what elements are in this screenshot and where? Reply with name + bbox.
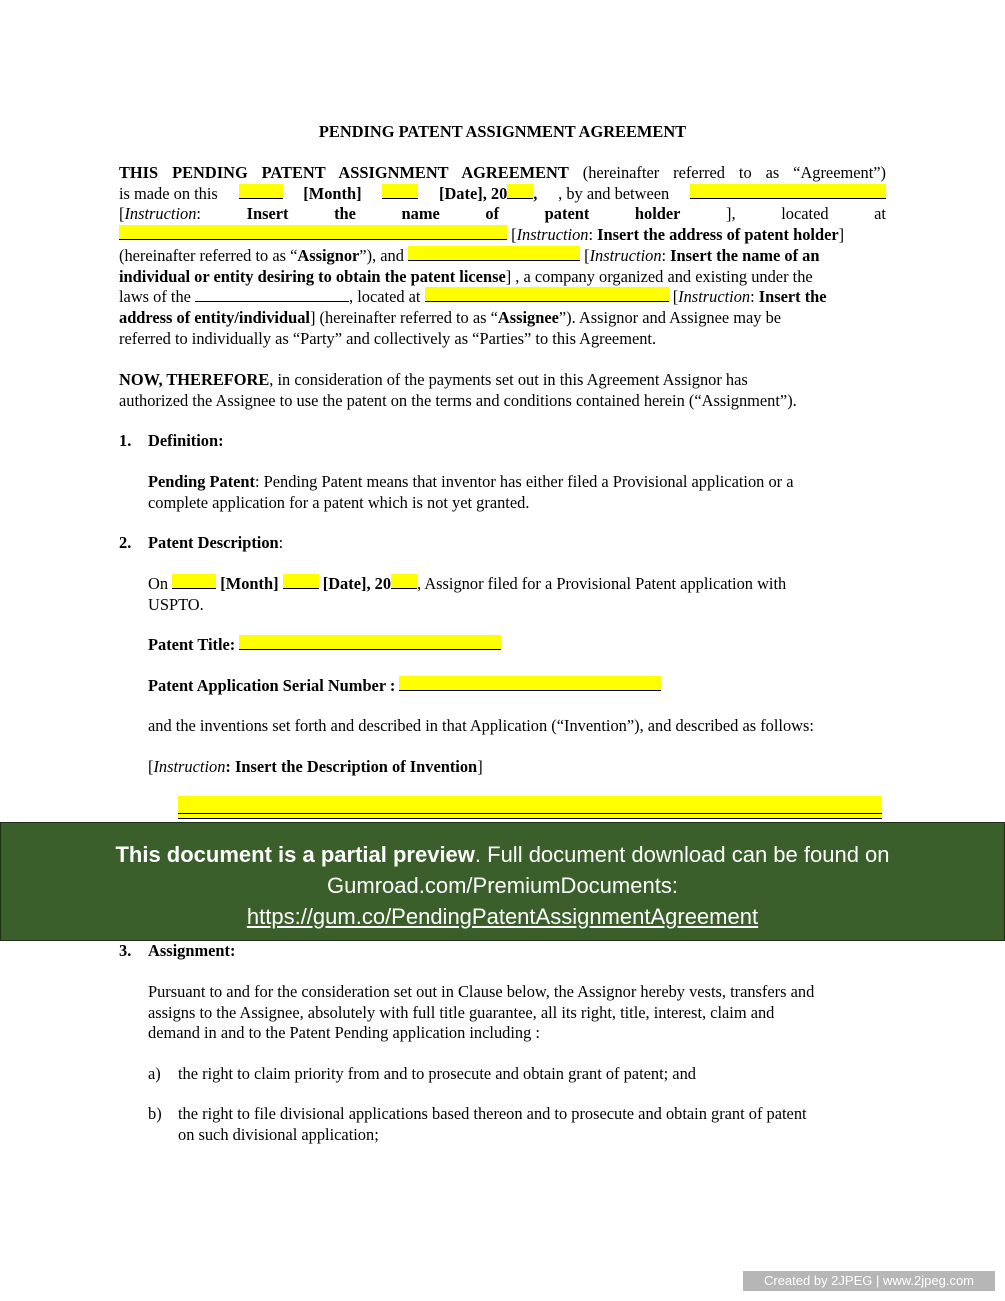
intro-lead: THIS PENDING PATENT ASSIGNMENT AGREEMENT: [119, 163, 569, 182]
section-3-paragraph: Pursuant to and for the consideration set out in Clause below, the Assignor hereby vests, transfers and assigns to the Assignee, absolutely with full title guarantee, all its right, title, interest, claim and demand in and to the Patent Pending application including :: [148, 982, 815, 1043]
blank-patent-title[interactable]: [239, 635, 501, 650]
section-2-filing: On [Month] [Date], 20 , Assignor filed for a Provisional Patent application with USPTO.: [148, 574, 787, 614]
blank-holder-address[interactable]: [119, 225, 507, 240]
blank-invention-description[interactable]: [178, 796, 882, 819]
document-page: PENDING PATENT ASSIGNMENT AGREEMENT THIS PENDING PATENT ASSIGNMENT AGREEMENT (hereinafter referred to as “Agreement”) is made on this [Month] [Date], 20 , , by and between [Instruction: Insert the name of patent holder ], located at [Instruction: Insert the address of patent holder] (hereinafter referred to as “Assignor”), and [Instruction: Insert the name of an individual or entity desiring to obtain the patent license] , a company organized and existing under the laws of the , located at [Instruction: Insert the address of entity/individual] (hereinafter referred to as “Assignee”). Assignor and Assignee may be referred to individually as “Party” and collectively as “Parties” to this Agreement. NOW, THEREFORE, in consideration of the payments set out in this Agreement Assignor has authorized the Assignee to use the patent on the terms and conditions contained herein (“Assignment”). 1. Definition: Pending Patent: Pending Patent means that inventor has either filed a Provisional application or a complete application for a patent which is not yet granted. 2. Patent Description: On [Month] [Date], 20 , Assignor filed for a Provisional Patent application with USPTO. Patent Title: Patent Application Serial Number : and the inventions set forth and described in that Application (“Invention”), and described as follows: [Instruction: Insert the Description of Invention] This document is a partial preview. Full document download can be found on Gumroad.com/PremiumDocuments: https://gum.co/PendingPatentAssignmentAgreement 3. Assignment: Pursuant to and for the consideration set out in Clause below, the Assignor hereby vests, transfers and assigns to the Assignee, absolutely with full title guarantee, all its right, title, interest, claim and demand in and to the Patent Pending application including : a) the right to claim priority from and to prosecute and obtain grant of patent; and b) the right to file divisional applications based thereon and to prosecute and obtain grant of patent on such divisional application; Created by 2JPEG | www.2jpeg.com: [0, 0, 1005, 1301]
assignor-term: Assignor: [297, 245, 360, 265]
blank-entity-address[interactable]: [425, 287, 669, 302]
section-3-heading: 3. Assignment:: [119, 941, 236, 960]
serial-number-row: [148, 676, 886, 697]
banner-store: Gumroad.com/PremiumDocuments:: [327, 873, 678, 898]
document-title: PENDING PATENT ASSIGNMENT AGREEMENT: [318, 122, 687, 141]
blank-governing-laws[interactable]: [195, 287, 349, 302]
blank-patent-holder[interactable]: [690, 184, 886, 199]
assignee-term: Assignee: [497, 307, 559, 327]
blank-filing-date[interactable]: [283, 574, 319, 589]
blank-licensee-name[interactable]: [408, 246, 580, 261]
preview-banner: This document is a partial preview. Full document download can be found on Gumroad.com/PremiumDocuments: https://gum.co/PendingPatentAssignmentAgreement: [0, 822, 1005, 941]
serial-number-label: Patent Application Serial Number :: [148, 676, 396, 695]
now-therefore-paragraph: NOW, THEREFORE, in consideration of the payments set out in this Agreement Assignor has authorized the Assignee to use the patent on the terms and conditions contained herein (“Assignment”).: [119, 370, 797, 410]
blank-intro-year[interactable]: [507, 184, 533, 199]
section-1-definition: Pending Patent: Pending Patent means that inventor has either filed a Provisional application or a complete application for a patent which is not yet granted.: [148, 472, 794, 512]
banner-download-link[interactable]: https://gum.co/PendingPatentAssignmentAgreement: [246, 904, 759, 929]
blank-serial-number[interactable]: [399, 676, 661, 691]
inventions-line: and the inventions set forth and described in that Application (“Invention”), and described as follows:: [148, 716, 814, 735]
watermark-badge: Created by 2JPEG | www.2jpeg.com: [743, 1271, 995, 1291]
intro-paragraph: THIS PENDING PATENT ASSIGNMENT AGREEMENT (hereinafter referred to as “Agreement”) is made on this [Month] [Date], 20 , , by and between [Instruction: Insert the name of patent holder ], located at [Instruction: Insert the address of patent holder] (hereinafter referred to as “Assignor”), and [Instruction: Insert the name of an individual or entity desiring to obtain the patent license] , a company organized and existing under the laws of the , located at [Instruction: Insert the address of entity/individual] (hereinafter referred to as “Assignee”). Assignor and Assignee may be referred to individually as “Party” and collectively as “Parties” to this Agreement.: [119, 163, 886, 348]
blank-filing-year[interactable]: [391, 574, 417, 589]
section-1-heading: 1. Definition:: [119, 431, 224, 450]
blank-filing-day[interactable]: [172, 574, 216, 589]
section-2-heading: 2. Patent Description:: [119, 533, 284, 552]
blank-intro-date[interactable]: [382, 184, 418, 199]
banner-bold: This document is a partial preview: [115, 842, 475, 867]
description-instruction: [Instruction: Insert the Description of Invention]: [148, 757, 483, 776]
patent-title-row: [148, 635, 886, 656]
blank-intro-day[interactable]: [239, 184, 283, 199]
patent-title-label: Patent Title:: [148, 635, 236, 654]
